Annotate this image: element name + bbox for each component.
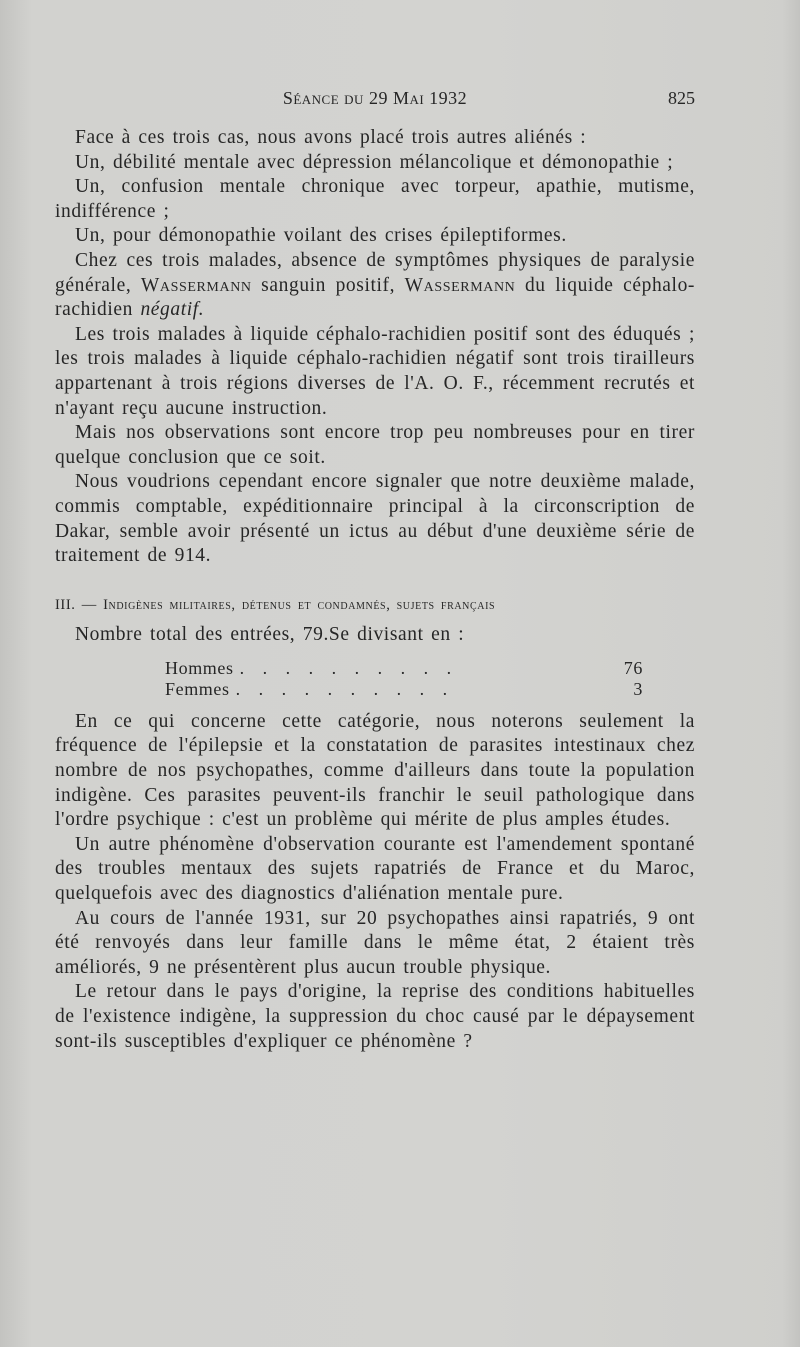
running-head-year: 1932	[429, 88, 468, 108]
section-number: III. —	[55, 596, 97, 613]
running-head-day: 29	[368, 88, 388, 108]
emphasis-text: négatif.	[140, 299, 205, 321]
author-name: Wassermann	[404, 274, 516, 296]
paragraph: Un, débilité mentale avec dépression mélancolique et démonopathie ;	[75, 151, 674, 173]
paragraph: Le retour dans le pays d'origine, la reprise des conditions habituelles de l'existence indigène, la suppression du choc causé par le dépaysement sont-ils susceptibles d'expliquer ce phénomène ?	[55, 981, 695, 1052]
count-row	[165, 679, 643, 700]
count-label: Femmes	[165, 678, 230, 699]
text-run: Chez ces trois malades, absence de symptômes physiques de paralysie générale,	[55, 249, 695, 296]
paragraph: Un, pour démonopathie voilant des crises épileptiformes.	[75, 225, 567, 247]
text-run: sanguin positif,	[261, 274, 396, 296]
running-head-session: Séance du	[282, 88, 364, 108]
paragraph-wassermann	[55, 249, 695, 323]
author-name: Wassermann	[140, 274, 252, 296]
count-label: Hommes	[165, 657, 234, 678]
running-head-month: Mai	[392, 88, 425, 108]
count-row	[165, 658, 643, 679]
page-edge-shadow	[782, 0, 800, 1347]
paragraph: Nombre total des entrées, 79.Se divisant en :	[75, 624, 465, 646]
paragraph: En ce qui concerne cette catégorie, nous noterons seulement la fréquence de l'épilepsie et la constatation de parasites intestinaux chez nombre de nos psychopathes, comme d'ailleurs dans toute la population indigène. Ces parasites peuvent-ils franchir le seuil pathologique dans l'ordre psychique : c'est un problème qui mérite de plus amples études.	[55, 710, 695, 831]
running-head	[55, 88, 695, 109]
paragraph: Les trois malades à liquide céphalo-rachidien positif sont des éduqués ; les trois malades à liquide céphalo-rachidien négatif sont trois tirailleurs appartenant à trois régions diverses de l'A. O. F., récemment recrutés et n'ayant reçu aucune instruction.	[55, 323, 695, 419]
paragraph: Au cours de l'année 1931, sur 20 psychopathes ainsi rapatriés, 9 ont été renvoyés dans leur famille dans le même état, 2 étaient très améliorés, 9 ne présentèrent plus aucun trouble physique.	[55, 907, 695, 978]
section-title: Indigènes militaires, détenus et condamnés, sujets français	[103, 596, 496, 613]
paragraph: Un, confusion mentale chronique avec torpeur, apathie, mutisme, indifférence ;	[55, 176, 695, 222]
count-value: 3	[633, 678, 643, 699]
page-header	[55, 88, 695, 114]
count-value: 76	[623, 657, 643, 678]
paragraph: Mais nos observations sont encore trop peu nombreuses pour en tirer quelque conclusion que ce soit.	[55, 422, 695, 468]
paragraph: Un autre phénomène d'observation courante est l'amendement spontané des troubles mentaux des sujets rapatriés de France et du Maroc, quelquefois avec des diagnostics d'aliénation mentale pure.	[55, 833, 695, 905]
page-number: 825	[668, 88, 695, 108]
paragraph: Face à ces trois cas, nous avons placé trois autres aliénés :	[75, 127, 587, 148]
admission-counts	[165, 658, 643, 700]
text-run: du liquide céphalo-rachidien	[55, 274, 696, 321]
leader-dots: . . . . . . . . . .	[235, 678, 454, 699]
leader-dots: . . . . . . . . . .	[239, 657, 458, 678]
paragraph: Nous voudrions cependant encore signaler que notre deuxième malade, commis comptable, expéditionnaire principal à la circonscription de Dakar, semble avoir présenté un ictus au début d'une deuxième série de traitement de 914.	[55, 471, 695, 567]
section-heading	[55, 593, 695, 618]
body-text	[55, 126, 695, 1054]
